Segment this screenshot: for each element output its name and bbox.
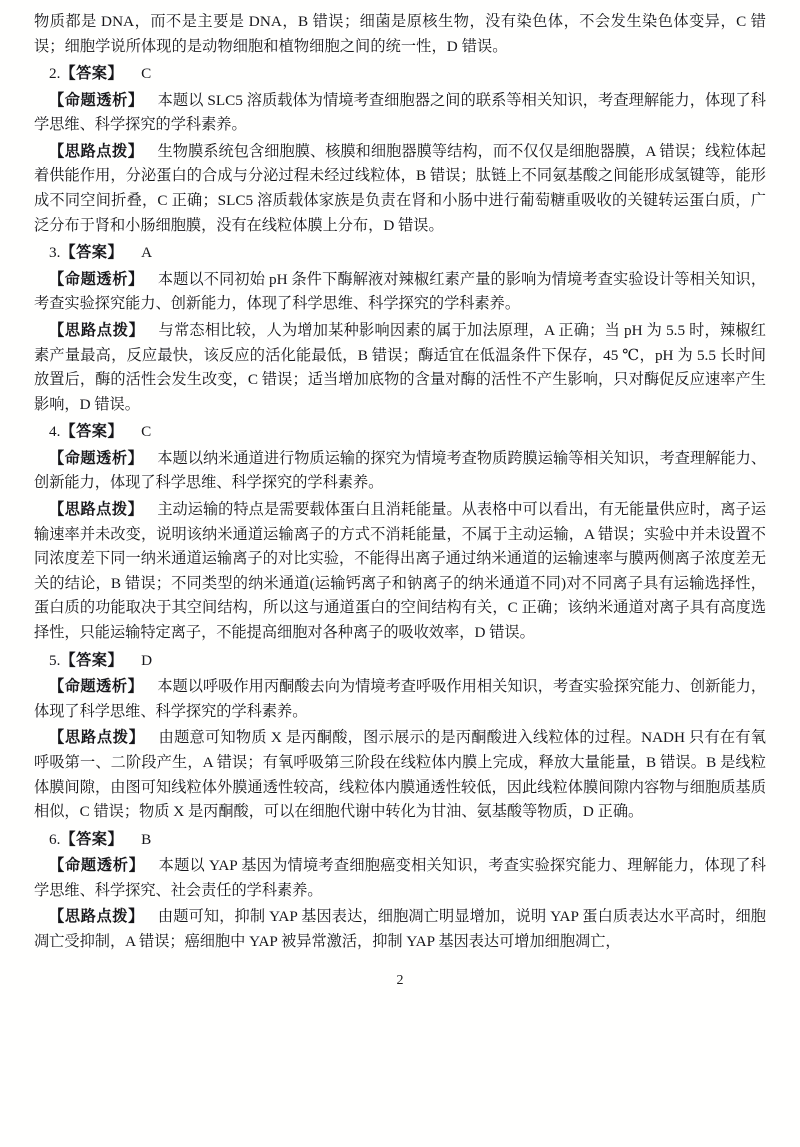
analysis-text: 本题以不同初始 pH 条件下酶解液对辣椒红素产量的影响为情境考查实验设计等相关知识，考查实验探究能力、创新能力，体现了科学思维、科学探究的学科素养。 bbox=[34, 270, 767, 313]
page-number: 2 bbox=[396, 972, 404, 988]
analysis-tag: 【命题透析】 bbox=[49, 678, 144, 695]
answer-item bbox=[34, 62, 766, 238]
tips-block bbox=[34, 140, 766, 239]
answer-letter: D bbox=[141, 651, 153, 669]
analysis-text: 本题以呼吸作用丙酮酸去向为情境考查呼吸作用相关知识，考查实验探究能力、创新能力，体现了科学思维、科学探究的学科素养。 bbox=[34, 678, 767, 720]
tips-text: 生物膜系统包含细胞膜、核膜和细胞器膜等结构，而不仅仅是细胞器膜，A 错误；线粒体起着供能作用，分泌蛋白的合成与分泌过程未经过线粒体，B 错误；肽链上不同氨基酸之间能形成氢键等，能形成不同空间折叠，C 正确；SLC5 溶质载体家族是负责在肾和小肠中进行葡萄糖重吸收的关键转运蛋白质，广泛分布于肾和小肠细胞膜，没有在线粒体膜上分布，D 错误。 bbox=[34, 142, 766, 234]
analysis-block bbox=[34, 268, 766, 317]
analysis-block bbox=[34, 675, 766, 724]
analysis-block bbox=[34, 89, 766, 138]
answer-line bbox=[34, 62, 766, 86]
answer-item bbox=[34, 649, 766, 825]
analysis-block bbox=[34, 854, 766, 903]
answer-line bbox=[34, 420, 766, 444]
analysis-text: 本题以 YAP 基因为情境考查细胞癌变相关知识，考查实验探究能力、理解能力，体现了科学思维、科学探究、社会责任的学科素养。 bbox=[34, 857, 766, 899]
analysis-tag: 【命题透析】 bbox=[49, 449, 144, 467]
analysis-block bbox=[34, 447, 766, 496]
tips-tag: 【思路点拨】 bbox=[49, 500, 144, 518]
continued-paragraph: 物质都是 DNA，而不是主要是 DNA，B 错误；细菌是原核生物，没有染色体，不会发生染色体变异，C 错误；细胞学说所体现的是动物细胞和植物细胞之间的统一性，D 错误。 bbox=[34, 13, 766, 55]
tips-text: 由题可知，抑制 YAP 基因表达，细胞凋亡明显增加，说明 YAP 蛋白质表达水平高时，细胞凋亡受抑制，A 错误；癌细胞中 YAP 被异常激活，抑制 YAP 基因表达可增加细胞凋亡， bbox=[34, 908, 766, 950]
item-number: 2. bbox=[49, 65, 61, 83]
answer-letter: A bbox=[141, 244, 153, 262]
answer-line bbox=[34, 828, 766, 852]
answer-line bbox=[34, 241, 766, 265]
item-number: 6. bbox=[49, 830, 61, 848]
answer-letter: C bbox=[141, 423, 152, 441]
answer-tag: 【答案】 bbox=[60, 651, 124, 669]
answer-item bbox=[34, 828, 766, 955]
answer-tag: 【答案】 bbox=[60, 830, 124, 848]
tips-block bbox=[34, 726, 766, 825]
tips-tag: 【思路点拨】 bbox=[49, 729, 145, 747]
tips-tag: 【思路点拨】 bbox=[49, 142, 144, 160]
tips-block bbox=[34, 319, 766, 418]
answer-tag: 【答案】 bbox=[60, 244, 124, 262]
tips-tag: 【思路点拨】 bbox=[49, 321, 145, 339]
analysis-text: 本题以 SLC5 溶质载体为情境考查细胞器之间的联系等相关知识，考查理解能力，体现了科学思维、科学探究的学科素养。 bbox=[34, 91, 766, 134]
answer-item bbox=[34, 241, 766, 417]
item-number: 5. bbox=[49, 651, 61, 669]
tips-text: 由题意可知物质 X 是丙酮酸，图示展示的是丙酮酸进入线粒体的过程。NADH 只有在有氧呼吸第一、二阶段产生，A 错误；有氧呼吸第三阶段在线粒体内膜上完成，释放大量能量，B 错误。B 是线粒体膜间隙，由图可知线粒体外膜通透性较高，线粒体内膜通透性较低，因此线粒体膜间隙内容物与细胞质基质相似，C 错误；物质 X 是丙酮酸，可以在细胞代谢中转化为甘油、氨基酸等物质，D 正确。 bbox=[34, 729, 766, 821]
analysis-tag: 【命题透析】 bbox=[49, 91, 144, 109]
tips-block bbox=[34, 498, 766, 646]
answer-line bbox=[34, 649, 766, 673]
tips-text: 主动运输的特点是需要载体蛋白且消耗能量。从表格中可以看出，有无能量供应时，离子运输速率并未改变，说明该纳米通道运输离子的方式不消耗能量，不属于主动运输，A 错误；实验中并未设置不同浓度差下同一纳米通道运输离子的对比实验，不能得出离子通过纳米通道的运输速率与膜两侧离子浓度差无关的结论，B 错误；不同类型的纳米通道(运输钙离子和钠离子的纳米通道不同)对不同离子具有运输选择性，蛋白质的功能取决于其空间结构，所以这与通道蛋白的空间结构有关，C 正确；该纳米通道对离子具有高度选择性，只能运输特定离子，不能提高细胞对各种离子的吸收效率，D 错误。 bbox=[34, 500, 767, 642]
analysis-text: 本题以纳米通道进行物质运输的探究为情境考查物质跨膜运输等相关知识，考查理解能力、创新能力，体现了科学思维、科学探究的学科素养。 bbox=[34, 449, 767, 492]
item-number: 3. bbox=[49, 244, 61, 262]
tips-block bbox=[34, 905, 766, 954]
analysis-tag: 【命题透析】 bbox=[49, 857, 145, 875]
analysis-tag: 【命题透析】 bbox=[49, 270, 144, 288]
tips-tag: 【思路点拨】 bbox=[49, 908, 144, 926]
answer-letter: C bbox=[141, 65, 152, 83]
item-number: 4. bbox=[49, 423, 61, 441]
answer-item bbox=[34, 420, 766, 645]
answer-letter: B bbox=[141, 830, 152, 848]
answer-tag: 【答案】 bbox=[60, 423, 124, 441]
answer-tag: 【答案】 bbox=[60, 65, 124, 83]
tips-text: 与常态相比较，人为增加某种影响因素的属于加法原理，A 正确；当 pH 为 5.5 时，辣椒红素产量最高，反应最快，该反应的活化能最低，B 错误；酶适宜在低温条件下保存，45 ℃，pH 为 5.5 长时间放置后，酶的活性会发生改变，C 错误；适当增加底物的含量对酶的活性不产生影响，只对酶促反应速率产生影响，D 错误。 bbox=[34, 321, 766, 413]
